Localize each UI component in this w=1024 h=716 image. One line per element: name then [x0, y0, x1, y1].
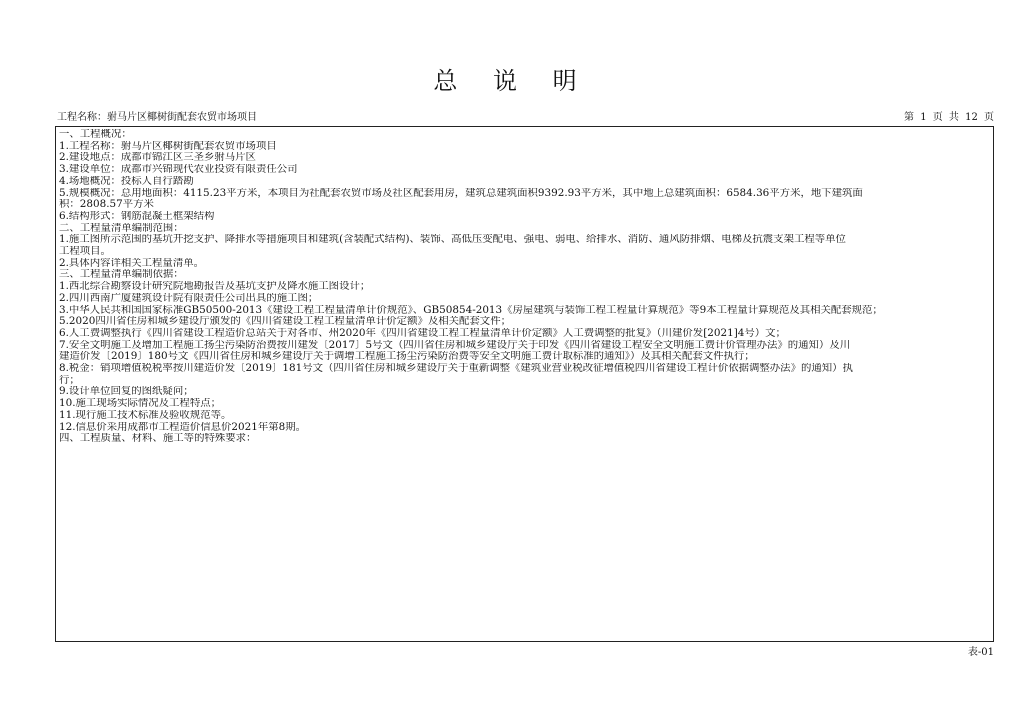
border-tick-mark	[993, 610, 994, 642]
text-line: 9.设计单位回复的图纸疑问；	[59, 386, 194, 398]
document-header	[57, 111, 994, 125]
text-line: 11.现行施工技术标准及验收规范等。	[59, 409, 232, 421]
text-line: 2.建设地点：成都市锦江区三圣乡驸马片区	[59, 152, 256, 164]
section-heading-scope: 二、工程量清单编制范围：	[59, 222, 184, 234]
text-line: 工程项目。	[59, 246, 111, 258]
text-line: 5.2020四川省住房和城乡建设厅颁发的《四川省建设工程工程量清单计价定额》及相关配套文件；	[59, 316, 511, 328]
text-line: 行；	[59, 374, 80, 386]
text-line: 4.场地概况：投标人自行踏勘	[59, 175, 194, 187]
text-line: 10.施工现场实际情况及工程特点；	[59, 398, 221, 410]
text-line: 1.西北综合勘察设计研究院地勘报告及基坑支护及降水施工图设计；	[59, 281, 371, 293]
text-line: 7.安全文明施工及增加工程施工扬尘污染防治费按川建发〔2017〕5号文（四川省住房和城乡建设厅关于印发《四川省建设工程安全文明施工费计价管理办法》的通知）及川	[59, 339, 851, 351]
text-line: 6.结构形式：钢筋混凝土框架结构	[59, 210, 215, 222]
text-line: 6.人工费调整执行《四川省建设工程造价总站关于对各市、州2020年《四川省建设工程工程量清单计价定额》人工费调整的批复》（川建价发[2021]4号）文；	[59, 327, 786, 339]
form-code: 表-01	[967, 647, 994, 658]
text-line: 3.中华人民共和国国家标准GB50500-2013《建设工程工程量清单计价规范》、GB50854-2013《房屋建筑与装饰工程工程量计算规范》等9本工程量计算规范及其相关配套规范；	[59, 304, 883, 316]
page-number-info: 第 1 页 共 12 页	[904, 112, 994, 123]
section-heading-basis: 三、工程量清单编制依据：	[59, 269, 184, 281]
text-line: 1.工程名称：驸马片区椰树街配套农贸市场项目	[59, 140, 277, 152]
text-line: 12.信息价采用成都市工程造价信息价2021年第8期。	[59, 421, 306, 433]
text-line: 2.四川西南广厦建筑设计院有限责任公司出具的施工图；	[59, 292, 319, 304]
section-heading-overview: 一、工程概况：	[59, 129, 132, 140]
text-line: 3.建设单位：成都市兴锦现代农业投资有限责任公司	[59, 164, 298, 176]
text-line: 建造价发〔2019〕180号文《四川省住房和城乡建设厅关于调增工程施工扬尘污染防治费等安全文明施工费计取标准的通知》）及其相关配套文件执行；	[59, 351, 755, 363]
description-content-box	[55, 126, 994, 642]
text-line: 5.规模概况：总用地面积：4115.23平方米，本项目为社配套农贸市场及社区配套用房，建筑总建筑面积9392.93平方米，其中地上总建筑面积：6584.36平方米，地下建筑面	[59, 187, 863, 199]
text-line: 8.税金：销项增值税税率按川建造价发〔2019〕181号文（四川省住房和城乡建设厅关于重新调整《建筑业营业税改征增值税四川省建设工程计价依据调整办法》的通知）执	[59, 363, 853, 375]
text-line: 积：2808.57平方米	[59, 199, 154, 211]
text-line: 2.具体内容详相关工程量清单。	[59, 257, 204, 269]
section-heading-special-requirements: 四、工程质量、材料、施工等的特殊要求：	[59, 433, 257, 445]
text-line: 1.施工图所示范围的基坑开挖支护、降排水等措施项目和建筑(含装配式结构)、装饰、高低压变配电、强电、弱电、给排水、消防、通风防排烟、电梯及抗震支架工程等单位	[59, 234, 846, 246]
project-name-label: 工程名称：驸马片区椰树街配套农贸市场项目	[57, 112, 257, 123]
page-title: 总 说 明	[433, 67, 591, 95]
